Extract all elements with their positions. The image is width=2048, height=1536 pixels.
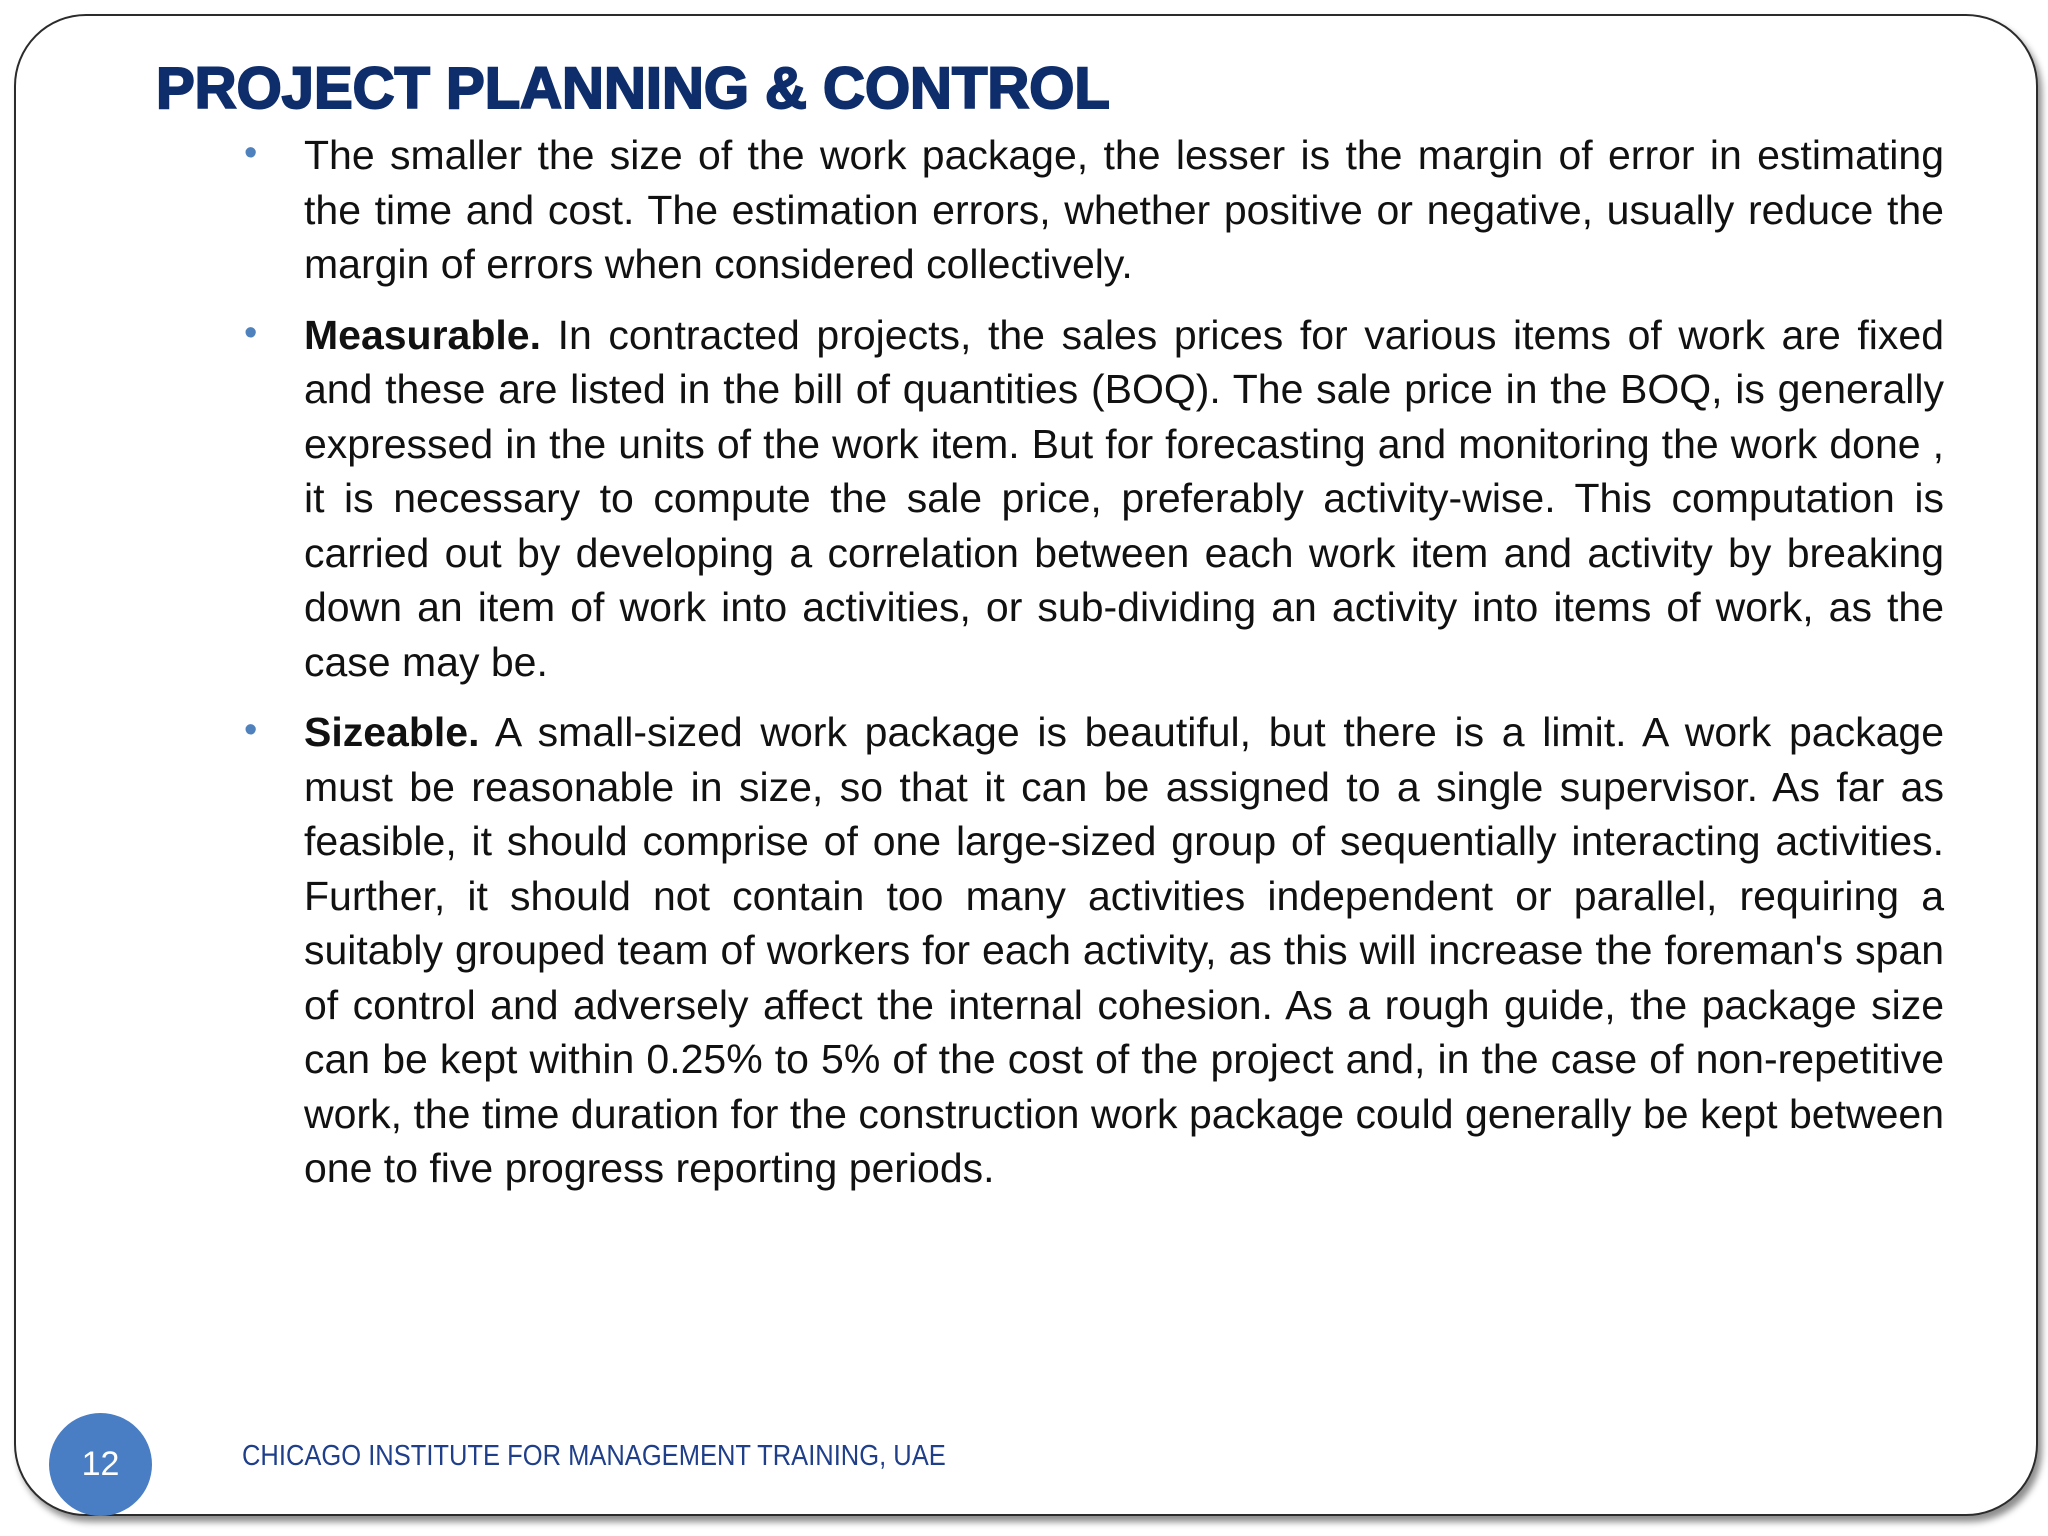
bullet-dot-icon: • [244,709,258,751]
bullet-text: The smaller the size of the work package, the lesser is the margin of error in estimating the time and cost. The estimation errors, whether positive or negative, usually reduce the margin of errors when considered collectively. [304,132,1944,287]
bullet-dot-icon: • [244,132,258,174]
slide-title: PROJECT PLANNING & CONTROL [156,56,1110,121]
bullet-text: A small-sized work package is beautiful, but there is a limit. A work package must be reasonable in size, so that it can be assigned to a single supervisor. As far as feasible, it should comprise of one large-sized group of sequentially interacting activities. Further, it should not contain too many activities independent or parallel, requiring a suitably grouped team of workers for each activity, as this will increase the foreman's span of control and adversely affect the internal cohesion. As a rough guide, the package size can be kept within 0.25% to 5% of the cost of the project and, in the case of non-repetitive work, the time duration for the construction work package could generally be kept between one to five progress reporting periods. [304,709,1944,1191]
slide-frame [14,14,2038,1516]
bullet-text: In contracted projects, the sales prices for various items of work are fixed and these are listed in the bill of quantities (BOQ). The sale price in the BOQ, is generally expressed in the units of the work item. But for forecasting and monitoring the work done , it is necessary to compute the sale price, preferably activity-wise. This computation is carried out by developing a correlation between each work item and activity by breaking down an item of work into activities, or sub-dividing an activity into items of work, as the case may be. [304,311,1944,685]
bullet-item-measurable [244,308,1944,690]
bullet-lead-measurable: Measurable. [304,311,541,358]
bullet-dot-icon: • [244,311,258,354]
bullet-lead-sizeable: Sizeable. [304,709,480,755]
page-number-badge: 12 [49,1413,152,1516]
bullet-item-work-package-size [244,128,1944,292]
bullet-item-sizeable [244,705,1944,1196]
footer-institute-name: CHICAGO INSTITUTE FOR MANAGEMENT TRAINING, UAE [242,1440,946,1472]
bullet-list [244,128,1944,1212]
